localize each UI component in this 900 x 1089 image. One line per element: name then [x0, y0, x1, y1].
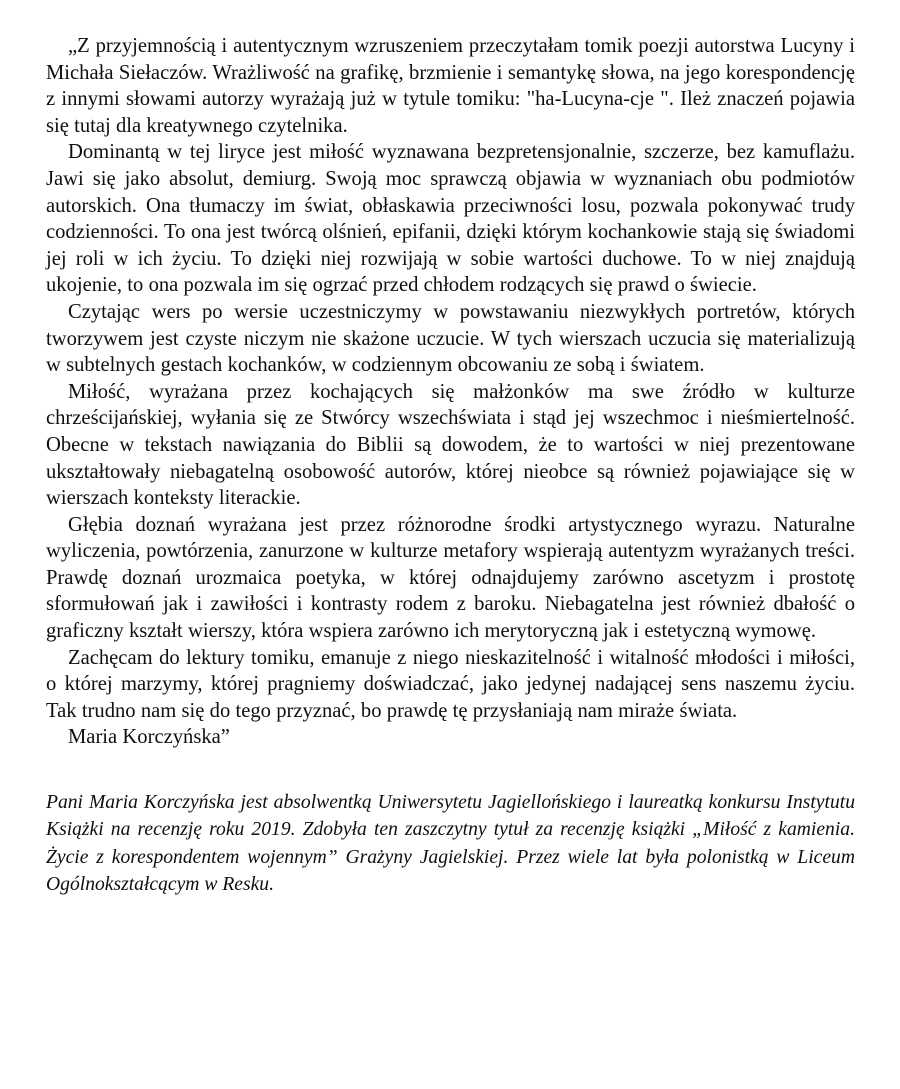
- review-paragraph-3: Czytając wers po wersie uczestniczymy w powstawaniu niezwykłych portretów, których tworzywem jest czyste niczym nie skażone uczucie. W tych wierszach uczucia się materializują w subtelnych gestach kochanków, w codziennym obcowaniu ze sobą i światem.: [46, 300, 855, 377]
- review-signature: Maria Korczyńska”: [68, 726, 230, 749]
- review-paragraph-6: Zachęcam do lektury tomiku, emanuje z niego nieskazitelność i witalność młodości i miłości, o której marzymy, której pragniemy doświadczać, jako jedynej nadającej sens naszemu życiu. Tak trudno nam się do tego przyznać, bo prawdę tę przysłaniają nam miraże świata.: [46, 646, 855, 722]
- author-bio-note: [46, 789, 855, 899]
- review-paragraph-5: Głębia doznań wyrażana jest przez różnorodne środki artystycznego wyrazu. Naturalne wyliczenia, powtórzenia, zanurzone w kulturze metafory wspierają autentyzm wyrażanych treści. Prawdę doznań urozmaica poetyka, w której odnajdujemy zarówno ascetyzm i prostotę sformułowań jak i zawiłości i kontrasty rodem z baroku. Niebagatelna jest również dbałość o graficzny kształt wierszy, która wspiera zarówno ich merytoryczną jak i estetyczną wymowę.: [46, 513, 855, 643]
- review-paragraph-1: „Z przyjemnością i autentycznym wzruszeniem przeczytałam tomik poezji autorstwa Lucyny i Michała Siełaczów. Wrażliwość na grafikę, brzmienie i semantykę słowa, na jego korespondencję z innymi słowami autorzy wyrażają już w tytule tomiku: "ha-Lucyna-cje ". Ileż znaczeń pojawia się tutaj dla kreatywnego czytelnika.: [46, 35, 855, 137]
- bio-note-paragraph-1: Pani Maria Korczyńska jest absolwentką Uniwersytetu Jagiellońskiego i laureatką konkursu Instytutu Książki na recenzję roku 2019. Zdobyła ten zaszczytny tytuł za recenzję książki „Miłość z kamienia. Życie z korespondentem wojennym” Grażyny Jagielskiej. Przez wiele lat była polonistką w Liceum Ogólnokształcącym w Resku.: [46, 792, 855, 896]
- review-paragraph-2: Dominantą w tej liryce jest miłość wyznawana bezpretensjonalnie, szczerze, bez kamuflażu. Jawi się jako absolut, demiurg. Swoją moc sprawczą objawia w wyznaniach obu podmiotów autorskich. Ona tłumaczy im świat, obłaskawia przeciwności losu, pozwala pokonywać trudy codzienności. To ona jest twórcą olśnień, epifanii, dzięki którym kochankowie stają się świadomi jej roli w ich życiu. To dzięki niej rozwijają w sobie wartości duchowe. To w niej znajdują ukojenie, to ona pozwala im się ogrzać przed chłodem rodzących się prawd o świecie.: [46, 141, 855, 297]
- review-paragraph-4: Miłość, wyrażana przez kochających się małżonków ma swe źródło w kulturze chrześcijańskiej, wyłania się ze Stwórcy wszechświata i stąd jej wszechmoc i nieśmiertelność. Obecne w tekstach nawiązania do Biblii są dowodem, że to wartości w niej prezentowane ukształtowały niebagatelną osobowość autorów, której nieobce są również pojawiające się w wierszach konteksty literackie.: [46, 380, 855, 510]
- review-body: [46, 33, 855, 751]
